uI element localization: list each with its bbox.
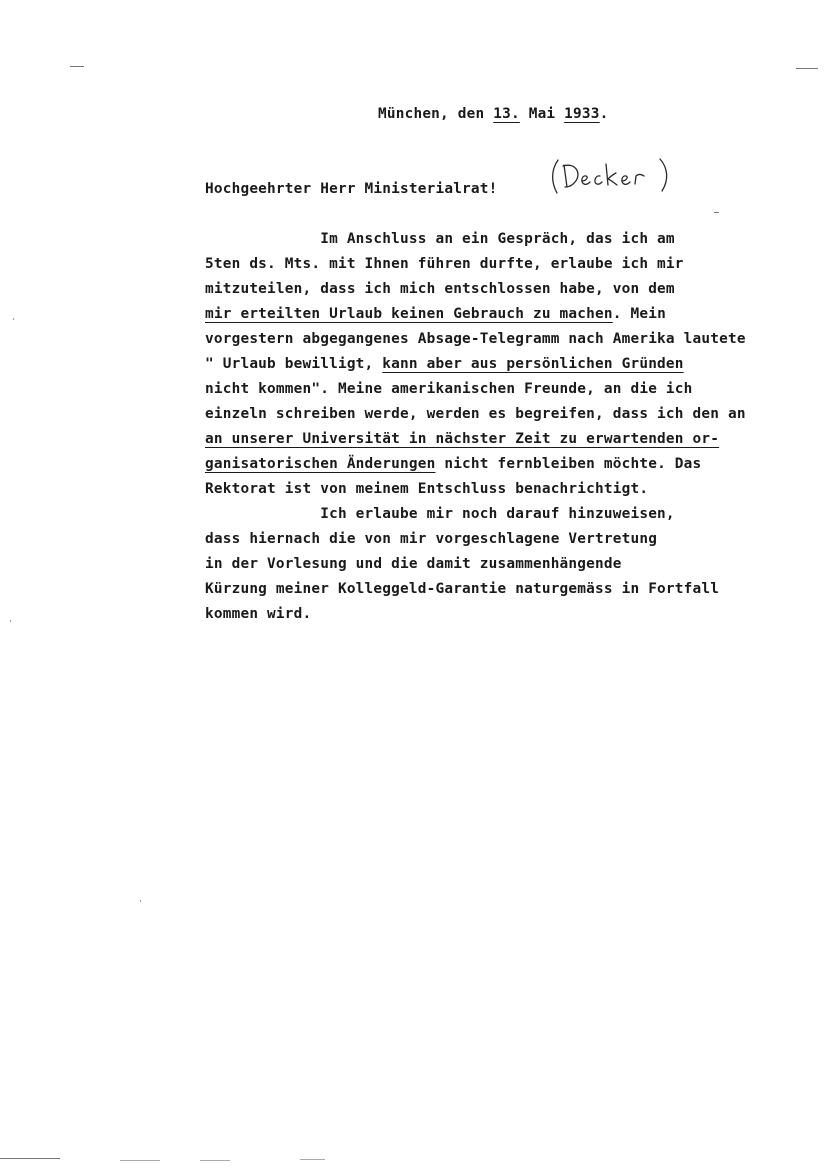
- underlined-phrase-universitaet: an unserer Universität in nächster Zeit zu erwartenden or-: [205, 431, 720, 447]
- body-line-3: mitzuteilen, dass ich mich entschlossen habe, von dem: [205, 281, 675, 297]
- scan-speck: [13, 318, 14, 320]
- dateline: München, den 13. Mai 1933.: [378, 106, 609, 122]
- salutation: Hochgeehrter Herr Ministerialrat!: [205, 181, 498, 197]
- body-line-11: Rektorat ist von meinem Entschluss benachrichtigt.: [205, 481, 649, 497]
- scan-speck: [300, 1159, 325, 1160]
- underlined-phrase-aenderungen: ganisatorischen Änderungen: [205, 456, 436, 472]
- body-line-13: dass hiernach die von mir vorgeschlagene Vertretung: [205, 531, 658, 547]
- dateline-month: Mai: [528, 106, 556, 122]
- scan-speck: [140, 900, 141, 902]
- scan-speck: [10, 620, 11, 622]
- handwritten-annotation: [548, 156, 676, 196]
- scan-speck: [714, 212, 719, 213]
- dateline-day: 13.: [493, 106, 520, 122]
- body-line-1: Im Anschluss an ein Gespräch, das ich am: [205, 231, 675, 247]
- body-line-7: nicht kommen". Meine amerikanischen Freunde, an die ich: [205, 381, 693, 397]
- body-line-15: Kürzung meiner Kolleggeld-Garantie naturgemäss in Fortfall: [205, 581, 720, 597]
- scan-speck: [120, 1160, 160, 1161]
- body-line-12: Ich erlaube mir noch darauf hinzuweisen,: [205, 506, 675, 522]
- body-line-10: ganisatorischen Änderungen nicht fernbleiben möchte. Das: [205, 456, 702, 472]
- dateline-place: München, den: [378, 106, 494, 122]
- dateline-year: 1933: [564, 106, 600, 122]
- body-line-4: mir erteilten Urlaub keinen Gebrauch zu machen. Mein: [205, 306, 666, 322]
- body-line-9: [205, 427, 719, 452]
- scan-speck: [200, 1160, 230, 1161]
- scan-speck: [0, 1158, 60, 1159]
- scan-speck: [70, 66, 84, 67]
- body-line-16: kommen wird.: [205, 606, 312, 622]
- scan-speck: [796, 68, 818, 69]
- body-line-5: vorgestern abgegangenes Absage-Telegramm nach Amerika lautete: [205, 331, 746, 347]
- underlined-phrase-gruenden: kann aber aus persönlichen Gründen: [382, 356, 684, 372]
- body-line-8: einzeln schreiben werde, werden es begreifen, dass ich den an: [205, 406, 746, 422]
- body-line-14: in der Vorlesung und die damit zusammenhängende: [205, 556, 622, 572]
- underlined-phrase-urlaub: mir erteilten Urlaub keinen Gebrauch zu machen: [205, 306, 613, 322]
- body-line-2: 5ten ds. Mts. mit Ihnen führen durfte, erlaube ich mir: [205, 256, 684, 272]
- body-line-6: " Urlaub bewilligt, kann aber aus persönlichen Gründen: [205, 356, 684, 372]
